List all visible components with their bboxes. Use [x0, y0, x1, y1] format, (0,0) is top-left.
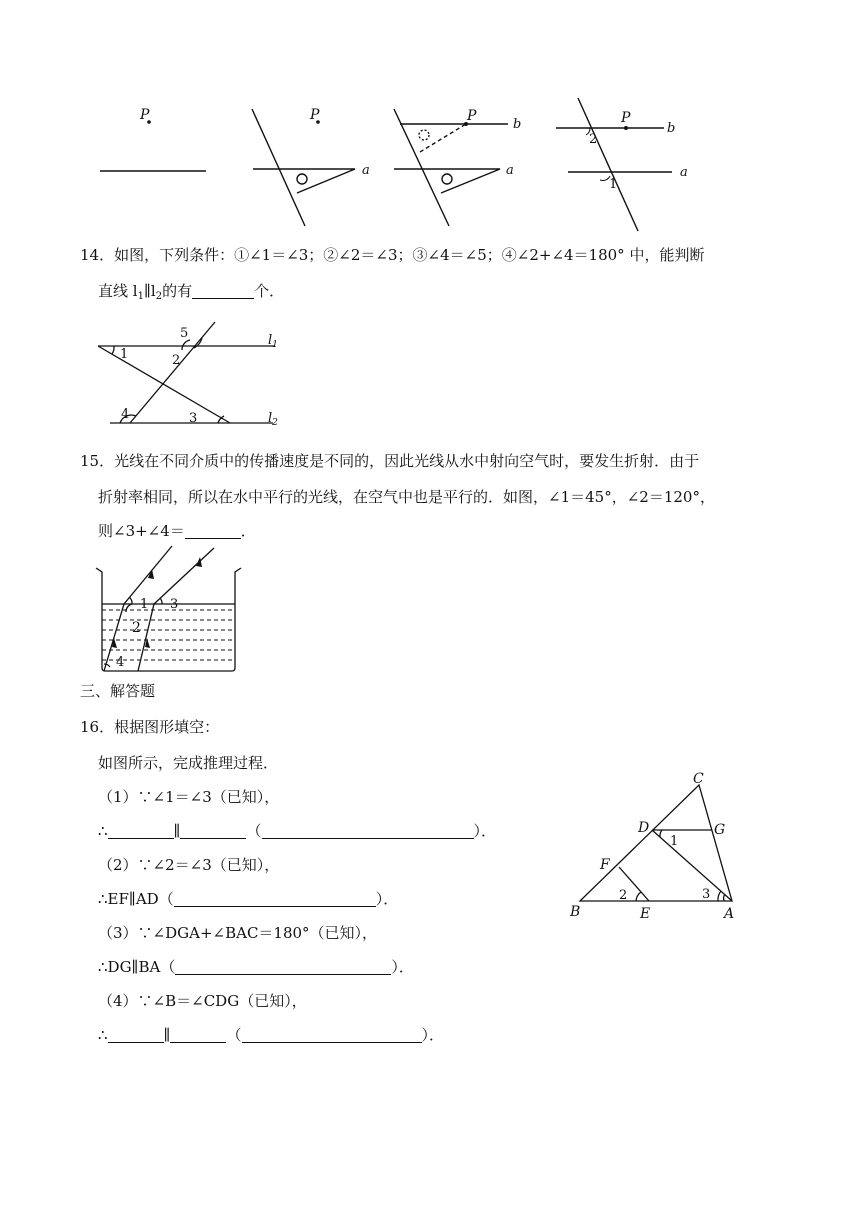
q15-text-line3: [98, 520, 256, 542]
q14-l1-letter: l: [268, 333, 273, 348]
q16-vertex-b: B: [570, 904, 581, 920]
q16-p1-answer: [98, 820, 496, 842]
q16-angle-3: 3: [702, 887, 711, 902]
q14-l1-sub: 1: [272, 340, 278, 350]
label-a: a: [506, 163, 514, 178]
paren: ）．: [375, 890, 399, 908]
q14-angle-4: 4: [121, 407, 130, 422]
label-b: b: [667, 121, 676, 136]
q16-p2-conclusion: ∴EF∥AD（: [98, 890, 174, 908]
parallel-sign: ∥: [163, 1026, 171, 1044]
q14-l2: [268, 411, 278, 428]
q15-angle-3: 3: [170, 597, 179, 612]
q16-vertex-g: G: [714, 822, 726, 838]
q14-angle-1: 1: [120, 347, 129, 362]
q16-vertex-e: E: [640, 906, 651, 922]
q16-p4-blank-2[interactable]: [170, 1026, 226, 1043]
q14-text-line1: 14．如图，下列条件：①∠1＝∠3；②∠2＝∠3；③∠4＝∠5；④∠2+∠4＝180° 中，能判断: [80, 246, 705, 264]
q14-part: 个．: [254, 282, 285, 300]
q16-vertex-f: F: [600, 857, 610, 873]
q14-l1: [268, 333, 278, 350]
q16-p3-answer: [98, 956, 414, 978]
q16-p2-answer: [98, 888, 398, 910]
q16-angle-2: 2: [619, 888, 628, 903]
q15-angle-2: 2: [132, 620, 141, 636]
label-b: b: [513, 117, 522, 132]
q16-triangle-figure: [566, 772, 766, 922]
q14-sub: 2: [155, 291, 163, 302]
q14-text-line2: [98, 280, 284, 308]
q16-p4-reason-blank[interactable]: [242, 1026, 422, 1043]
paren: ）．: [391, 958, 414, 976]
q16-p4-answer: [98, 1024, 444, 1046]
q16-p1-blank-2[interactable]: [180, 822, 246, 839]
q15-text-line2: 折射率相同，所以在水中平行的光线，在空气中也是平行的．如图，∠1＝45°，∠2＝120°，: [98, 488, 715, 506]
q16-vertex-a: A: [724, 906, 735, 922]
q16-vertex-d: D: [638, 820, 650, 836]
paren: （: [226, 1026, 242, 1044]
label-p: P: [310, 107, 320, 123]
q16-p1-reason-blank[interactable]: [262, 822, 474, 839]
label-p: P: [140, 107, 150, 123]
q14-part: 直线 l: [98, 282, 138, 300]
paren: ）．: [421, 1026, 445, 1044]
q14-part: ∥l: [143, 282, 156, 300]
q16-p1: （1）∵∠1＝∠3（已知），: [98, 788, 280, 806]
q16-p3-reason-blank[interactable]: [175, 958, 391, 975]
q16-p4: （4）∵∠B＝∠CDG（已知），: [98, 992, 307, 1010]
q16-p2-reason-blank[interactable]: [174, 890, 376, 907]
parallel-sign: ∥: [173, 822, 181, 840]
q14-l2-letter: l: [268, 411, 273, 426]
label-p: P: [467, 108, 477, 124]
q16-p4-blank-1[interactable]: [108, 1026, 164, 1043]
paren: ）．: [473, 822, 497, 840]
q16-p3-conclusion: ∴DG∥BA（: [98, 958, 176, 976]
q16-angle-1: 1: [670, 834, 679, 849]
q16-title: 16．根据图形填空：: [80, 718, 220, 736]
q16-intro: 如图所示，完成推理过程．: [98, 754, 279, 772]
q15-figure: [90, 544, 260, 674]
q15-angle-1: 1: [140, 597, 149, 612]
q14-answer-blank[interactable]: [192, 282, 254, 299]
q16-p3: （3）∵∠DGA+∠BAC＝180°（已知），: [98, 924, 378, 942]
q14-angle-3: 3: [189, 411, 198, 426]
construction-figures: [0, 0, 860, 240]
label-a: a: [680, 165, 688, 180]
angle-1-label: 1: [609, 177, 618, 192]
q14-part: 的有: [162, 282, 193, 300]
q16-p2: （2）∵∠2＝∠3（已知），: [98, 856, 280, 874]
label-p: P: [621, 110, 631, 126]
angle-2-label: 2: [589, 132, 598, 147]
q15-part: ．: [240, 522, 256, 540]
q16-p1-blank-1[interactable]: [108, 822, 174, 839]
label-a: a: [362, 163, 370, 178]
q16-vertex-c: C: [693, 772, 704, 787]
q14-sub: 1: [137, 291, 144, 302]
therefore: ∴: [98, 822, 108, 840]
q14-angle-5: 5: [180, 326, 189, 341]
section-title: 三、解答题: [80, 682, 156, 700]
q15-text-line1: 15．光线在不同介质中的传播速度是不同的，因此光线从水中射向空气时，要发生折射．由于: [80, 452, 700, 470]
q15-part: 则∠3+∠4＝: [98, 522, 185, 540]
paren: （: [246, 822, 262, 840]
q14-figure: [90, 320, 290, 430]
q14-l2-sub: 2: [272, 418, 278, 428]
point-p: [624, 126, 628, 130]
q15-angle-4: 4: [116, 655, 125, 670]
therefore: ∴: [98, 1026, 108, 1044]
q14-angle-2: 2: [172, 353, 181, 368]
q15-answer-blank[interactable]: [185, 522, 241, 539]
